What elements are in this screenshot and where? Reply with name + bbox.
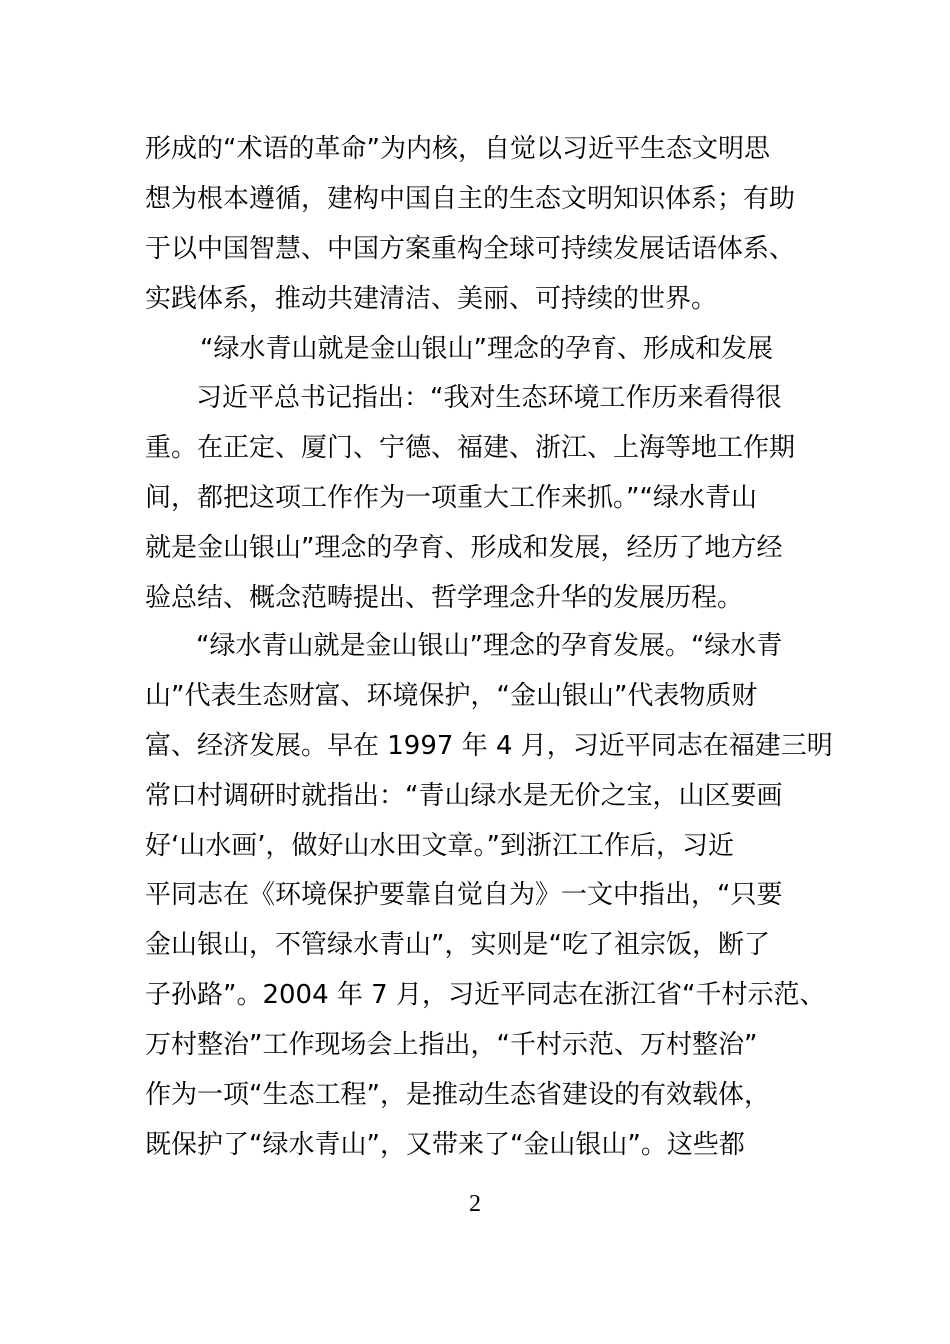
text-line: 间，都把这项工作作为一项重大工作来抓。”“绿水青山 [145, 483, 757, 513]
text-line: 既保护了“绿水青山”，又带来了“金山银山”。这些都 [145, 1130, 745, 1160]
text-line: 就是金山银山”理念的孕育、形成和发展，经历了地方经 [145, 533, 783, 563]
text-line: 山”代表生态财富、环境保护，“金山银山”代表物质财 [145, 681, 758, 711]
text-line: 想为根本遵循，建构中国自主的生态文明知识体系；有助 [145, 184, 796, 214]
text-line: 子孙路”。2004 年 7 月，习近平同志在浙江省“千村示范、 [145, 980, 826, 1010]
text-line: 于以中国智慧、中国方案重构全球可持续发展话语体系、 [145, 234, 796, 264]
text-line: 常口村调研时就指出：“青山绿水是无价之宝，山区要画 [145, 781, 783, 811]
text-line: 形成的“术语的革命”为内核，自觉以习近平生态文明思 [145, 134, 770, 164]
text-line: 实践体系，推动共建清洁、美丽、可持续的世界。 [145, 284, 718, 314]
text-line: 平同志在《环境保护要靠自觉自为》一文中指出，“只要 [145, 880, 783, 910]
text-line: 好‘山水画’，做好山水田文章。”到浙江工作后，习近 [145, 831, 734, 861]
section-heading: “绿水青山就是金山银山”理念的孕育、形成和发展 [200, 334, 773, 364]
text-line: 富、经济发展。早在 1997 年 4 月，习近平同志在福建三明 [145, 731, 833, 761]
text-line: 万村整治”工作现场会上指出，“千村示范、万村整治” [145, 1030, 758, 1060]
text-line: 作为一项“生态工程”，是推动生态省建设的有效载体， [145, 1080, 770, 1110]
text-line: 重。在正定、厦门、宁德、福建、浙江、上海等地工作期 [145, 433, 796, 463]
text-line: 验总结、概念范畴提出、哲学理念升华的发展历程。 [145, 583, 744, 613]
page-number: 2 [469, 1191, 481, 1217]
text-line: 金山银山，不管绿水青山”，实则是“吃了祖宗饭，断了 [145, 930, 770, 960]
text-line: 习近平总书记指出：“我对生态环境工作历来看得很 [196, 383, 782, 413]
text-line: “绿水青山就是金山银山”理念的孕育发展。“绿水青 [196, 631, 783, 661]
